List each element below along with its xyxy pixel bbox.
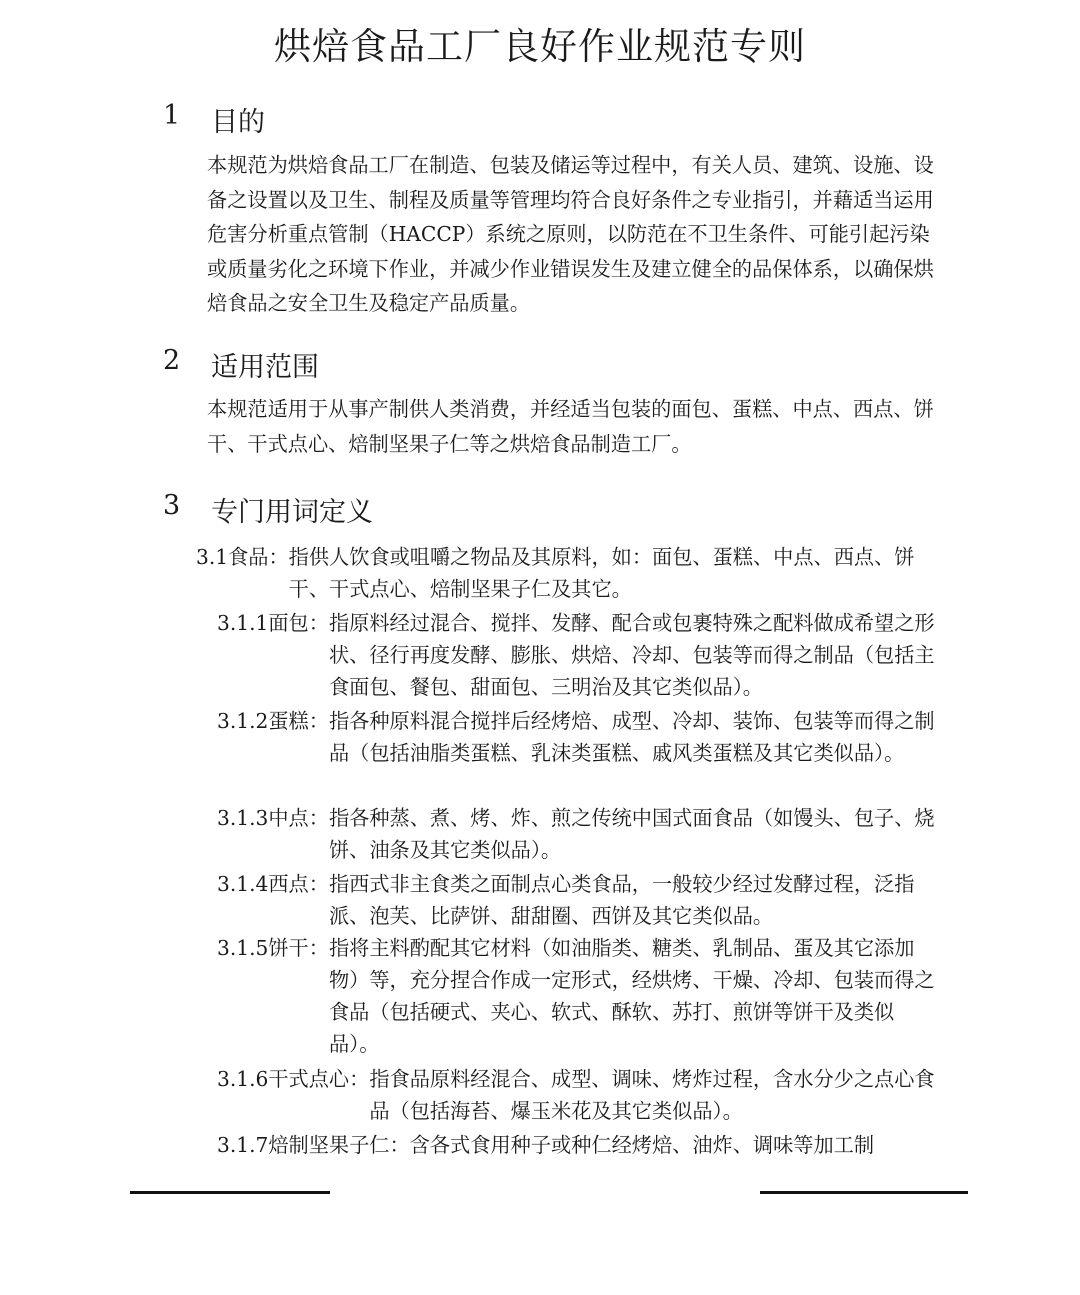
section-number: 3 — [163, 490, 181, 521]
section-number: 2 — [163, 345, 181, 376]
definition-text: 指原料经过混合、搅拌、发酵、配合或包裹特殊之配料做成希望之形状、径行再度发酵、膨胀、烘焙、冷却、包装等而得之制品（包括主食面包、餐包、甜面包、三明治及其它类似品）。 — [328, 611, 935, 699]
definition-item — [217, 607, 941, 703]
definition-term: 3.1食品： — [196, 545, 289, 569]
definition-item — [217, 705, 941, 769]
section-1-paragraph: 本规范为烘焙食品工厂在制造、包装及储运等过程中，有关人员、建筑、设施、设备之设置以及卫生、制程及质量等管理均符合良好条件之专业指引，并藉适当运用危害分析重点管制（HACCP）系统之原则，以防范在不卫生条件、可能引起污染或质量劣化之环境下作业，并减少作业错误发生及建立健全的品保体系，以确保烘焙食品之安全卫生及稳定产品质量。 — [207, 153, 934, 315]
section-title: 目的 — [211, 107, 265, 138]
footer-rule-left — [130, 1191, 330, 1194]
definition-text: 指西式非主食类之面制点心类食品，一般较少经过发酵过程，泛指派、泡芙、比萨饼、甜甜圈、西饼及其它类似品。 — [328, 872, 915, 928]
definition-text: 指供人饮食或咀嚼之物品及其原料，如：面包、蛋糕、中点、西点、饼干、干式点心、焙制坚果子仁及其它。 — [288, 545, 915, 601]
definition-term: 3.1.2蛋糕： — [217, 709, 329, 733]
definition-item — [217, 932, 941, 1060]
definition-item — [217, 802, 941, 866]
definition-item — [217, 1063, 941, 1127]
definition-text: 指各种原料混合搅拌后经烤焙、成型、冷却、装饰、包装等而得之制品（包括油脂类蛋糕、乳沫类蛋糕、戚风类蛋糕及其它类似品）。 — [328, 709, 935, 765]
definition-text: 指食品原料经混合、成型、调味、烤炸过程，含水分少之点心食品（包括海苔、爆玉米花及其它类似品）。 — [369, 1067, 935, 1123]
definition-term: 3.1.7焙制坚果子仁： — [217, 1133, 410, 1157]
section-number: 1 — [163, 100, 181, 131]
definition-item — [196, 541, 941, 605]
document-title: 烘焙食品工厂良好作业规范专则 — [274, 25, 806, 68]
definition-term: 3.1.3中点： — [217, 806, 329, 830]
definition-term: 3.1.6干式点心： — [217, 1067, 370, 1091]
definition-term: 3.1.1面包： — [217, 611, 329, 635]
definition-term: 3.1.5饼干： — [217, 936, 329, 960]
definition-item — [217, 868, 941, 932]
section-1-heading — [163, 100, 265, 139]
section-3-heading — [163, 490, 373, 529]
section-2-paragraph: 本规范适用于从事产制供人类消费，并经适当包装的面包、蛋糕、中点、西点、饼干、干式点心、焙制坚果子仁等之烘焙食品制造工厂。 — [207, 397, 934, 456]
section-2-heading — [163, 345, 319, 384]
definition-text: 含各式食用种子或种仁经烤焙、油炸、调味等加工制 — [409, 1133, 875, 1157]
section-title: 适用范围 — [211, 352, 319, 383]
definition-term: 3.1.4西点： — [217, 872, 329, 896]
footer-rule-right — [760, 1191, 968, 1194]
definition-text: 指各种蒸、煮、烤、炸、煎之传统中国式面食品（如馒头、包子、烧饼、油条及其它类似品）。 — [328, 806, 935, 862]
definition-text: 指将主料酌配其它材料（如油脂类、糖类、乳制品、蛋及其它添加物）等，充分捏合作成一定形式，经烘烤、干燥、冷却、包装而得之食品（包括硬式、夹心、软式、酥软、苏打、煎饼等饼干及类似品）。 — [328, 936, 935, 1056]
section-title: 专门用词定义 — [211, 497, 373, 528]
definition-item — [217, 1129, 941, 1161]
